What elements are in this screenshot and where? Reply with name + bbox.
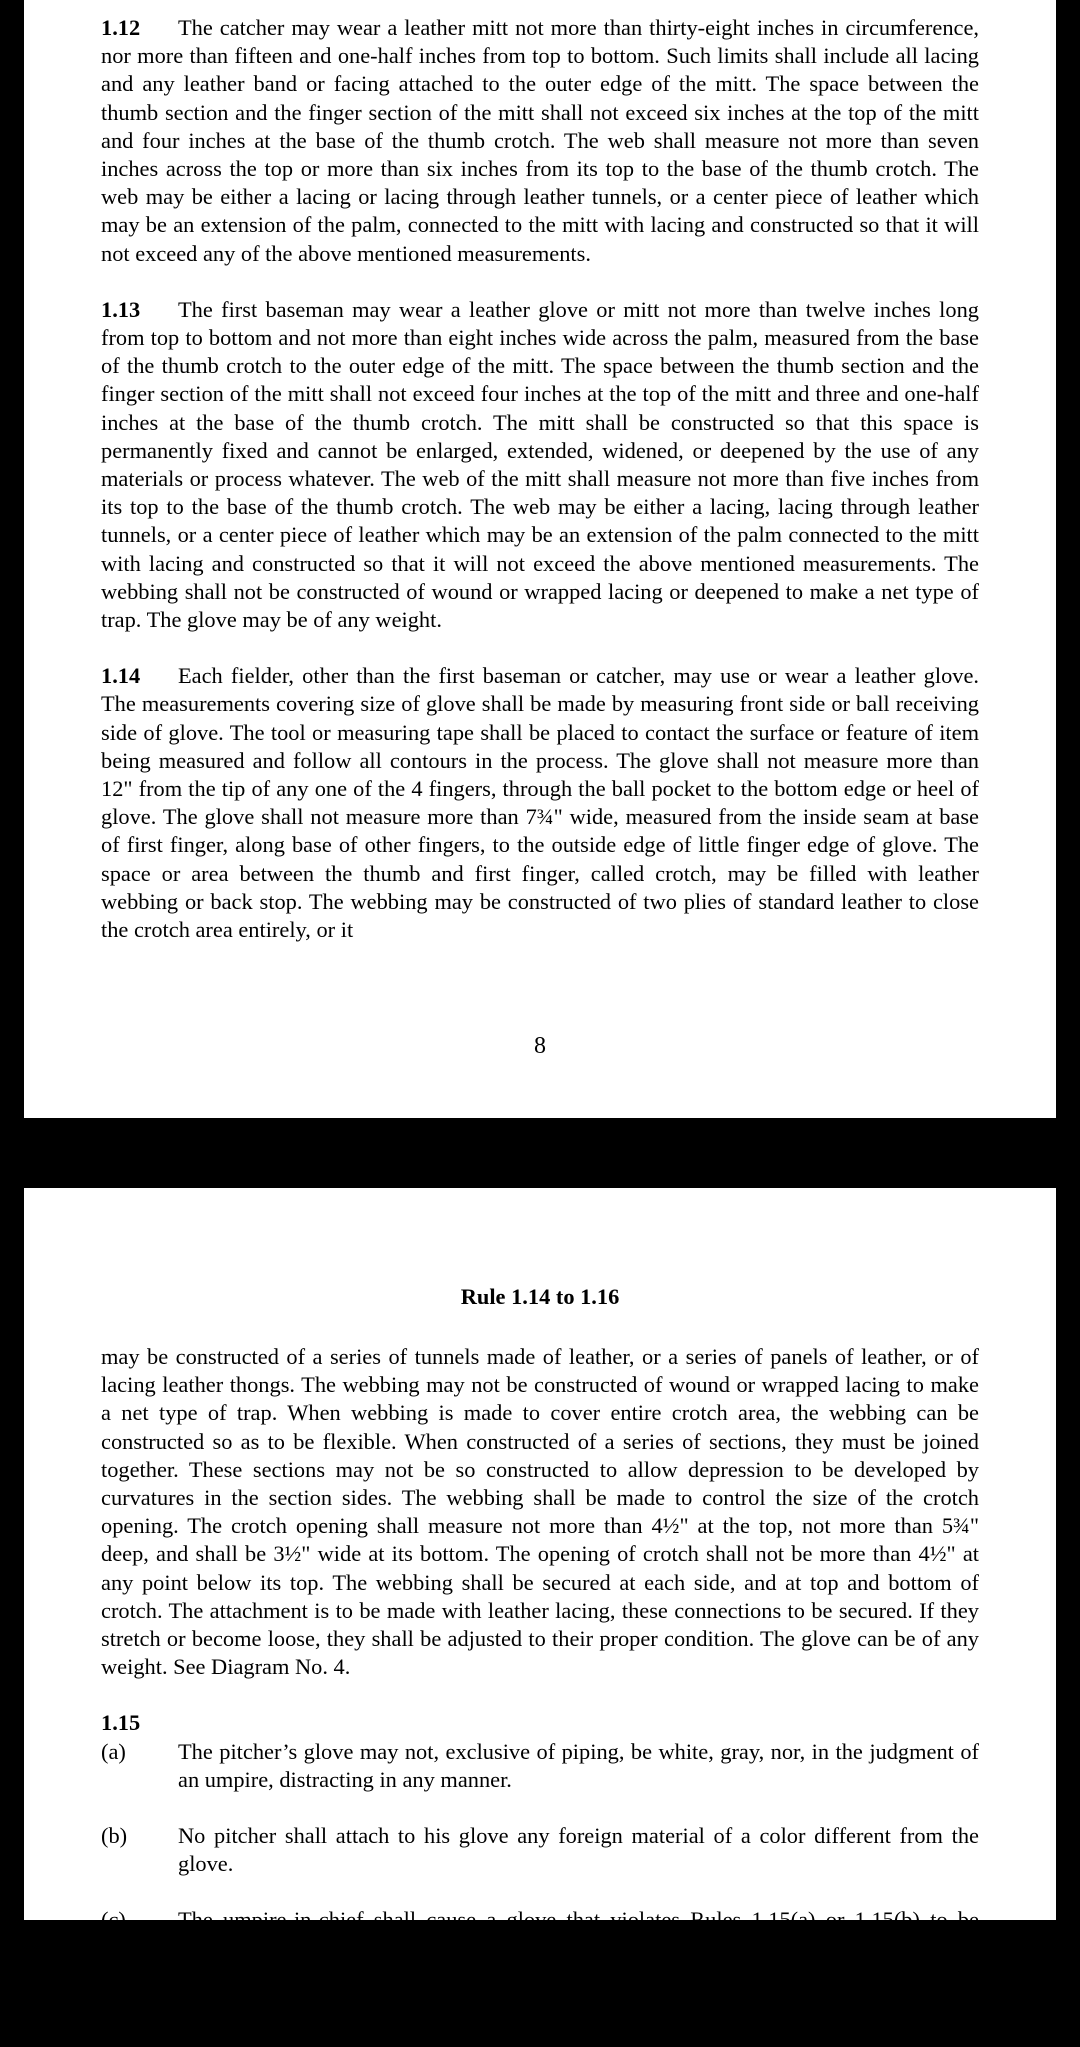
item-text: The umpire-in-chief shall cause a glove that violates Rules 1.15(a) or 1.15(b) to be removed from the game, either on his own initiative, at the recommendation of another umpire, or upon complaint of the opposing manager that the umpire-in-chief agrees has merit. (178, 1907, 979, 2018)
document-page-8 (24, 0, 1056, 1118)
rule-1-15-c (101, 1906, 979, 2019)
page-8-body (101, 14, 979, 972)
rule-number: 1.12 (101, 15, 141, 40)
rule-1-15-number: 1.15 (101, 1710, 141, 1736)
rule-1-12 (101, 14, 979, 268)
item-text: No pitcher shall attach to his glove any foreign material of a color different from the glove. (178, 1823, 979, 1877)
item-label: (c) (101, 1907, 126, 1933)
item-text: The pitcher’s glove may not, exclusive of piping, be white, gray, nor, in the judgment of an umpire, distracting in any manner. (178, 1738, 979, 1792)
rule-1-15-b (101, 1822, 979, 1878)
rule-1-14 (101, 662, 979, 944)
item-label: (a) (101, 1738, 126, 1764)
page-9-body (101, 1343, 979, 2047)
rule-text: The first baseman may wear a leather glove or mitt not more than twelve inches long from top to bottom and not more than eight inches wide across the palm, measured from the base of the thumb crotch to the outer edge of the mitt. The space between the thumb section and the finger section of the mitt shall not exceed four inches at the top of the mitt and three and one-half inches at the base of the thumb crotch. The mitt shall be constructed so that this space is permanently fixed and cannot be enlarged, extended, widened, or deepened by the use of any materials or process whatever. The web of the mitt shall measure not more than five inches from its top to the base of the thumb crotch. The web may be either a lacing, lacing through leather tunnels, or a center piece of leather which may be an extension of the palm connected to the mitt with lacing and constructed so that it will not exceed the above mentioned measurements. The webbing shall not be constructed of wound or wrapped lacing or deepened to make a net type of trap. The glove may be of any weight. (101, 296, 979, 633)
item-label: (b) (101, 1823, 128, 1849)
page-number: 8 (534, 1033, 546, 1059)
rule-number: 1.13 (101, 296, 141, 322)
rule-1-14-continuation: may be constructed of a series of tunnels made of leather, or a series of panels of leather, or of lacing leather thongs. The webbing may not be constructed of wound or wrapped lacing to make a net type of trap. When webbing is made to cover entire crotch area, the webbing can be constructed so as to be flexible. When constructed of a series of sections, they must be joined together. These sections may not be so constructed to allow depression to be developed by curvatures in the section sides. The webbing shall be made to control the size of the crotch opening. The crotch opening shall measure not more than 4½" at the top, not more than 5¾" deep, and shall be 3½" wide at its bottom. The opening of crotch shall not be more than 4½" at any point below its top. The webbing shall be secured at each side, and at top and bottom of crotch. The attachment is to be made with leather lacing, these connections to be secured. If they stretch or become loose, they shall be adjusted to their proper condition. The glove can be of any weight. See Diagram No. 4. (101, 1344, 979, 1680)
rule-1-13 (101, 296, 979, 634)
rule-text: Each fielder, other than the first baseman or catcher, may use or wear a leather glove. The measurements covering size of glove shall be made by measuring front side or ball receiving side of glove. The tool or measuring tape shall be placed to contact the surface or feature of item being measured and follow all contours in the process. The glove shall not measure more than 12" from the tip of any one of the 4 fingers, through the ball pocket to the bottom edge or heel of glove. The glove shall not measure more than 7¾" wide, measured from the inside seam at base of first finger, along base of other fingers, to the outside edge of little finger edge of glove. The space or area between the thumb and first finger, called crotch, may be filled with leather webbing or back stop. The webbing may be constructed of two plies of standard leather to close the crotch area entirely, or it (101, 663, 979, 943)
rule-text: The catcher may wear a leather mitt not more than thirty-eight inches in circumference, nor more than fifteen and one-half inches from top to bottom. Such limits shall include all lacing and any leather band or facing attached to the outer edge of the mitt. The space between the thumb section and the finger section of the mitt shall not exceed six inches at the top of the mitt and four inches at the base of the thumb crotch. The web shall measure not more than seven inches across the top or more than six inches from its top to the base of the thumb crotch. The web may be either a lacing or lacing through leather tunnels, or a center piece of leather which may be an extension of the palm, connected to the mitt with lacing and constructed so that it will not exceed any of the above mentioned measurements. (101, 15, 979, 266)
document-page-9 (24, 1188, 1056, 2018)
rule-1-15-a (101, 1738, 979, 1794)
rule-number: 1.14 (101, 663, 141, 689)
running-head: Rule 1.14 to 1.16 (460, 1284, 620, 1309)
